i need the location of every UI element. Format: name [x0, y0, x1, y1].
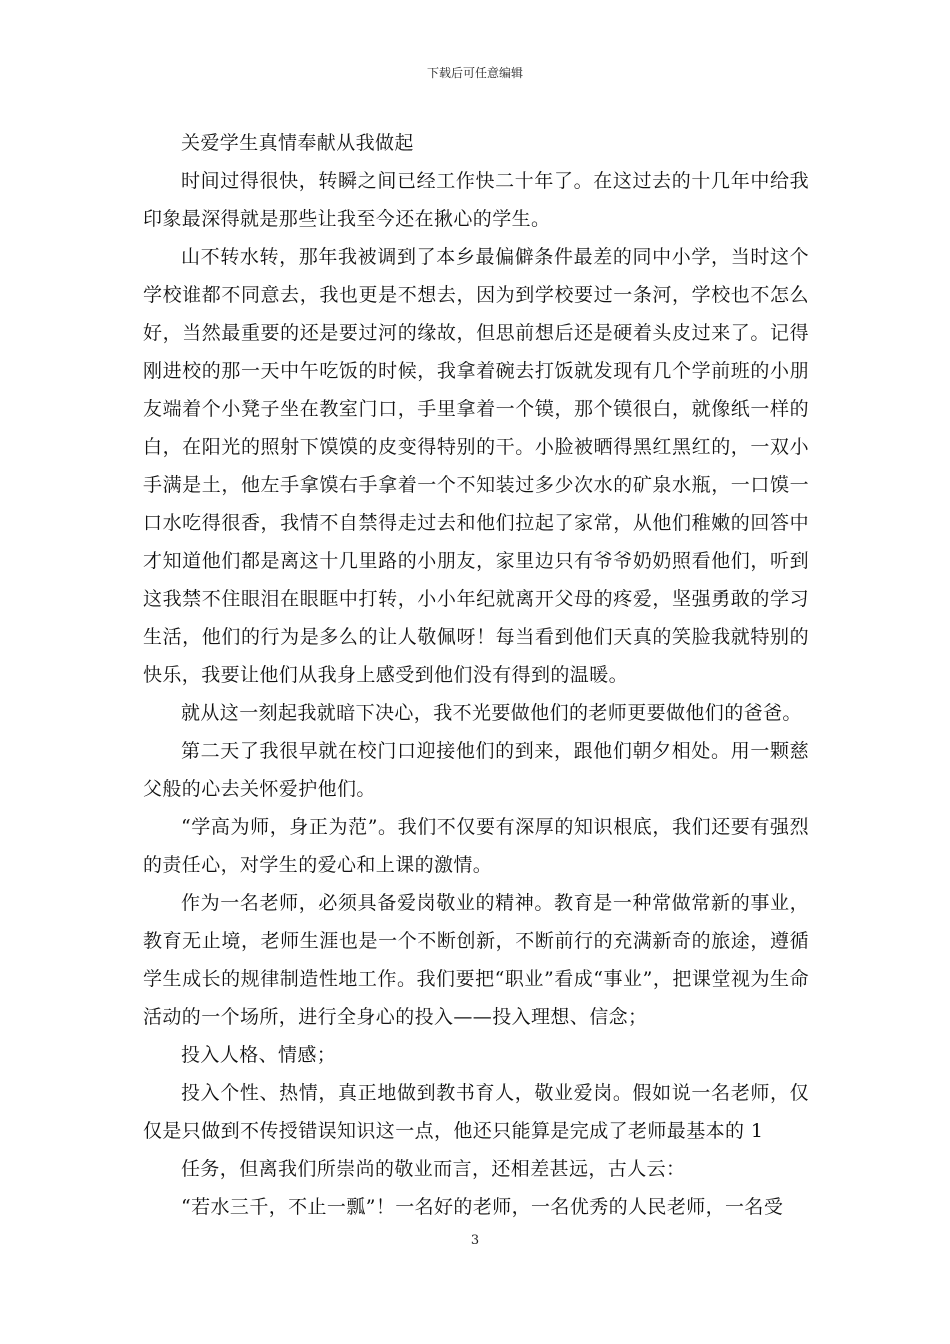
paragraph: 投入个性、热情，真正地做到教书育人，敬业爱岗。假如说一名老师，仅仅是只做到不传授错误知识这一点，他还只能算是完成了老师最基本的 1: [143, 1082, 809, 1142]
paragraph: 任务，但离我们所崇尚的敬业而言，还相差甚远，古人云：: [181, 1158, 686, 1180]
page-header: 下载后可任意编辑: [426, 66, 523, 80]
paragraph: 山不转水转，那年我被调到了本乡最偏僻条件最差的同中小学，当时这个学校谁都不同意去，我也更是不想去，因为到学校要过一条河，学校也不怎么好，当然最重要的还是要过河的缘故，但思前想后还是硬着头皮过来了。记得刚进校的那一天中午吃饭的时候，我拿着碗去打饭就发现有几个学前班的小朋友端着个小凳子坐在教室门口，手里拿着一个镆，那个镆很白，就像纸一样的白，在阳光的照射下馍馍的皮变得特别的干。小脸被晒得黑红黑红的，一双小手满是土，他左手拿馍右手拿着一个不知装过多少次水的矿泉水瓶，一口馍一口水吃得很香，我情不自禁得走过去和他们拉起了家常，从他们稚嫩的回答中才知道他们都是离这十几里路的小朋友，家里边只有爷爷奶奶照看他们，听到这我禁不住眼泪在眼眶中打转，小小年纪就离开父母的疼爱，坚强勇敢的学习生活，他们的行为是多么的让人敬佩呀！每当看到他们天真的笑脸我就特别的快乐，我要让他们从我身上感受到他们没有得到的温暖。: [143, 246, 809, 686]
paragraph: 时间过得很快，转瞬之间已经工作快二十年了。在这过去的十几年中给我印象最深得就是那些让我至今还在揪心的学生。: [143, 170, 809, 230]
paragraph: “学高为师，身正为范”。我们不仅要有深厚的知识根底，我们还要有强烈的责任心，对学生的爱心和上课的激情。: [143, 816, 809, 876]
paragraph: 第二天了我很早就在校门口迎接他们的到来，跟他们朝夕相处。用一颗慈父般的心去关怀爱护他们。: [143, 740, 809, 800]
document-body: [143, 124, 809, 1226]
paragraph: 作为一名老师，必须具备爱岗敬业的精神。教育是一种常做常新的事业，教育无止境，老师生涯也是一个不断创新，不断前行的充满新奇的旅途，遵循学生成长的规律制造性地工作。我们要把“职业”看成“事业”，把课堂视为生命活动的一个场所，进行全身心的投入——投入理想、信念；: [143, 892, 809, 1028]
document-title: 关爱学生真情奉献从我做起: [181, 132, 414, 154]
paragraph: 投入人格、情感；: [181, 1044, 337, 1066]
paragraph: 就从这一刻起我就暗下决心，我不光要做他们的老师更要做他们的爸爸。: [181, 702, 802, 724]
page-number: 3: [470, 1233, 480, 1248]
paragraph: “若水三千，不止一瓢”！一名好的老师，一名优秀的人民老师，一名受: [181, 1196, 784, 1218]
